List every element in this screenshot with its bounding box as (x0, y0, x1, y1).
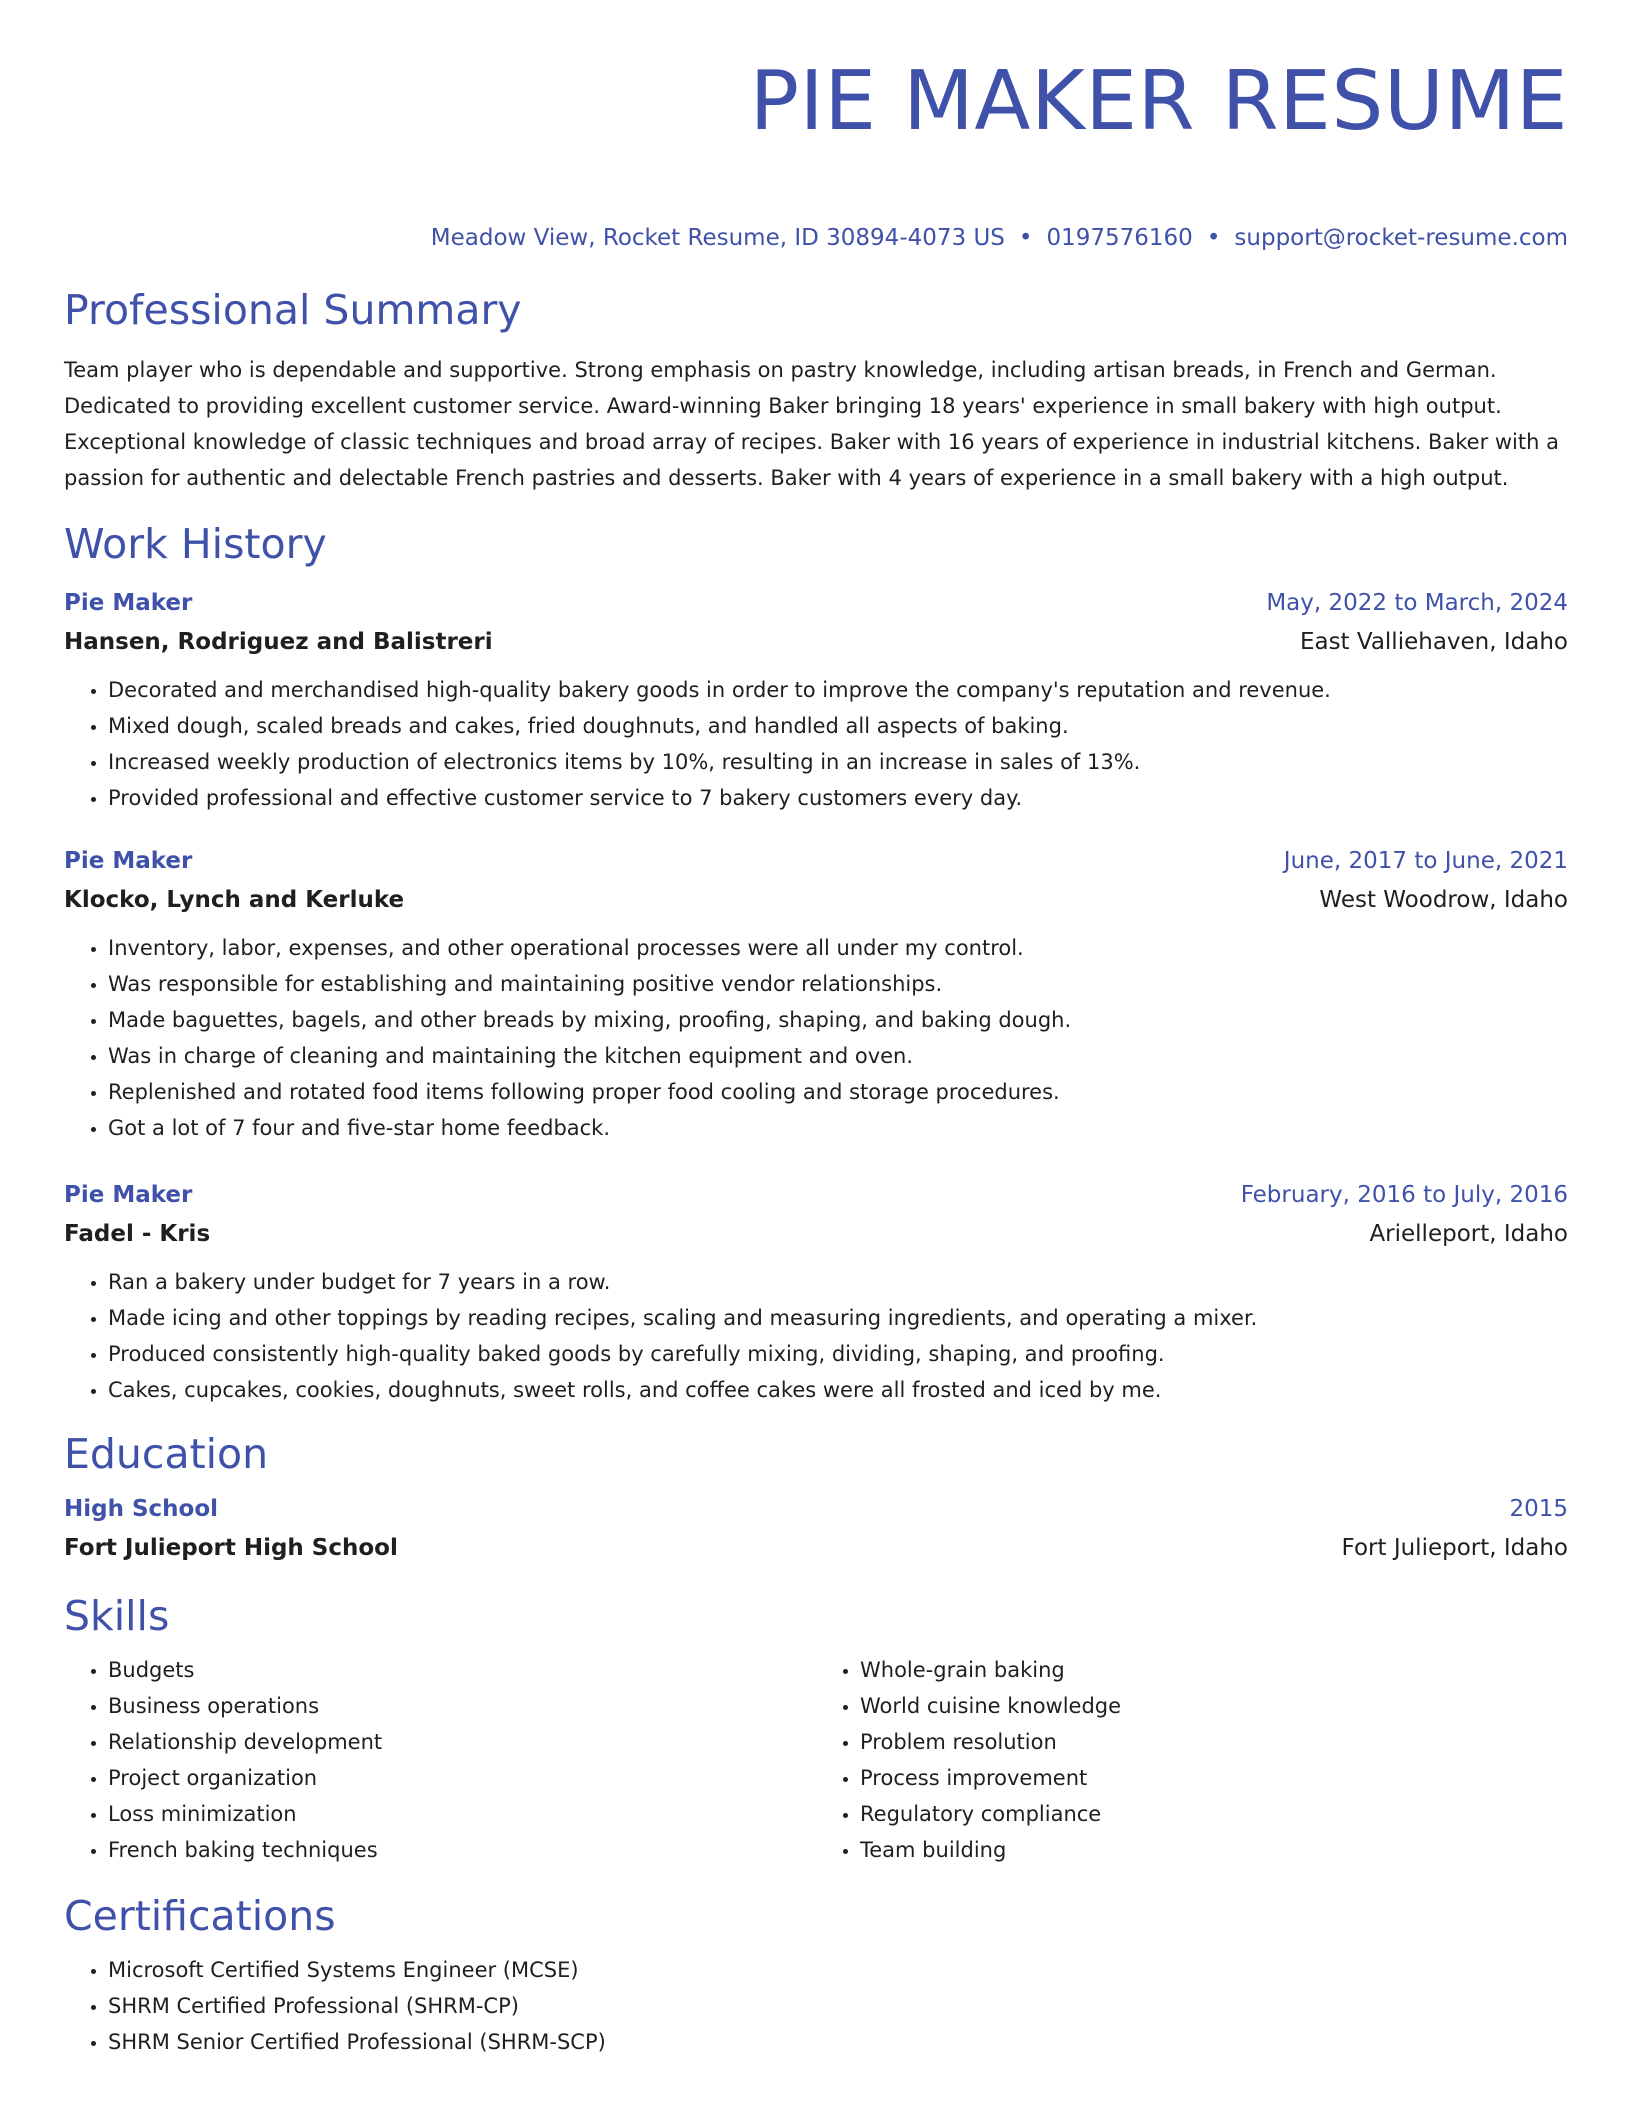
education-section (64, 1428, 1568, 1568)
summary-section (64, 284, 1568, 496)
education-year: 2015 (1509, 1496, 1568, 1522)
list-item: • Produced consistently high-quality baked goods by carefully mixing, dividing, shaping, and proofing. (108, 1336, 1568, 1372)
skill-item: • Relationship development (108, 1724, 816, 1760)
job-location: Arielleport, Idaho (1369, 1221, 1568, 1247)
section-title-summary: Professional Summary (64, 286, 522, 334)
work-section (64, 518, 1568, 1408)
skill-item: • Team building (860, 1832, 1568, 1868)
skill-item: • World cuisine knowledge (860, 1688, 1568, 1724)
job-dates: June, 2017 to June, 2021 (1283, 848, 1568, 874)
list-item: • Made icing and other toppings by reading recipes, scaling and measuring ingredients, and operating a mixer. (108, 1300, 1568, 1336)
certifications-list (64, 1952, 1568, 2060)
job-location: East Valliehaven, Idaho (1299, 629, 1568, 655)
section-title-skills: Skills (64, 1592, 170, 1640)
contact-separator: • (1018, 225, 1033, 251)
contact-phone: 0197576160 (1046, 225, 1193, 251)
certification-item: • Microsoft Certified Systems Engineer (MCSE) (108, 1952, 1568, 1988)
skill-item: • Budgets (108, 1652, 816, 1688)
job-entry (64, 842, 1568, 1146)
skills-section (64, 1590, 1568, 1868)
education-location: Fort Julieport, Idaho (1341, 1535, 1568, 1561)
certifications-section (64, 1890, 1568, 2060)
job-entry (64, 1176, 1568, 1408)
job-company: Fadel - Kris (64, 1221, 211, 1247)
skills-list-left (64, 1652, 816, 1868)
education-school: Fort Julieport High School (64, 1535, 398, 1561)
job-dates: May, 2022 to March, 2024 (1266, 590, 1568, 616)
job-title: Pie Maker (64, 590, 193, 616)
job-bullets (64, 1264, 1568, 1408)
skill-item: • Problem resolution (860, 1724, 1568, 1760)
list-item: • Provided professional and effective customer service to 7 bakery customers every day. (108, 780, 1568, 816)
education-degree: High School (64, 1496, 219, 1522)
list-item: • Mixed dough, scaled breads and cakes, fried doughnuts, and handled all aspects of baking. (108, 708, 1568, 744)
job-title: Pie Maker (64, 1182, 193, 1208)
contact-address: Meadow View, Rocket Resume, ID 30894-4073 US (430, 225, 1005, 251)
list-item: • Was responsible for establishing and maintaining positive vendor relationships. (108, 966, 1568, 1002)
job-location: West Woodrow, Idaho (1319, 887, 1568, 913)
list-item: • Cakes, cupcakes, cookies, doughnuts, sweet rolls, and coffee cakes were all frosted and iced by me. (108, 1372, 1568, 1408)
certification-item: • SHRM Certified Professional (SHRM-CP) (108, 1988, 1568, 2024)
job-company: Klocko, Lynch and Kerluke (64, 887, 405, 913)
skill-item: • Business operations (108, 1688, 816, 1724)
skill-item: • Regulatory compliance (860, 1796, 1568, 1832)
section-title-work: Work History (64, 520, 327, 568)
summary-text: Team player who is dependable and supportive. Strong emphasis on pastry knowledge, including artisan breads, in French and German. Dedicated to providing excellent customer service. Award-winning Baker bringing 18 years' experience in small bakery with high output. Exceptional knowledge of classic techniques and broad array of recipes. Baker with 16 years of experience in industrial kitchens. Baker with a passion for authentic and delectable French pastries and desserts. Baker with 4 years of experience in a small bakery with a high output. (64, 358, 1559, 490)
skills-list-right (816, 1652, 1568, 1868)
certification-item: • SHRM Senior Certified Professional (SHRM-SCP) (108, 2024, 1568, 2060)
list-item: • Increased weekly production of electronics items by 10%, resulting in an increase in sales of 13%. (108, 744, 1568, 780)
skill-item: • Process improvement (860, 1760, 1568, 1796)
skill-item: • Loss minimization (108, 1796, 816, 1832)
skill-item: • Whole-grain baking (860, 1652, 1568, 1688)
skill-item: • French baking techniques (108, 1832, 816, 1868)
list-item: • Inventory, labor, expenses, and other operational processes were all under my control. (108, 930, 1568, 966)
resume-name: PIE MAKER RESUME (749, 54, 1568, 149)
resume-header (64, 0, 1568, 254)
section-title-education: Education (64, 1430, 269, 1478)
list-item: • Got a lot of 7 four and five-star home feedback. (108, 1110, 1568, 1146)
job-entry (64, 584, 1568, 816)
contact-email[interactable]: support@rocket-resume.com (1234, 225, 1568, 251)
list-item: • Was in charge of cleaning and maintaining the kitchen equipment and oven. (108, 1038, 1568, 1074)
job-title: Pie Maker (64, 848, 193, 874)
job-bullets (64, 930, 1568, 1146)
contact-line (64, 222, 1568, 254)
list-item: • Made baguettes, bagels, and other breads by mixing, proofing, shaping, and baking dough. (108, 1002, 1568, 1038)
job-dates: February, 2016 to July, 2016 (1240, 1182, 1568, 1208)
skill-item: • Project organization (108, 1760, 816, 1796)
job-bullets (64, 672, 1568, 816)
section-title-certifications: Certifications (64, 1892, 336, 1940)
job-company: Hansen, Rodriguez and Balistreri (64, 629, 493, 655)
list-item: • Replenished and rotated food items following proper food cooling and storage procedures. (108, 1074, 1568, 1110)
skills-grid (64, 1642, 1568, 1868)
list-item: • Decorated and merchandised high-quality bakery goods in order to improve the company's reputation and revenue. (108, 672, 1568, 708)
contact-separator: • (1206, 225, 1221, 251)
list-item: • Ran a bakery under budget for 7 years in a row. (108, 1264, 1568, 1300)
